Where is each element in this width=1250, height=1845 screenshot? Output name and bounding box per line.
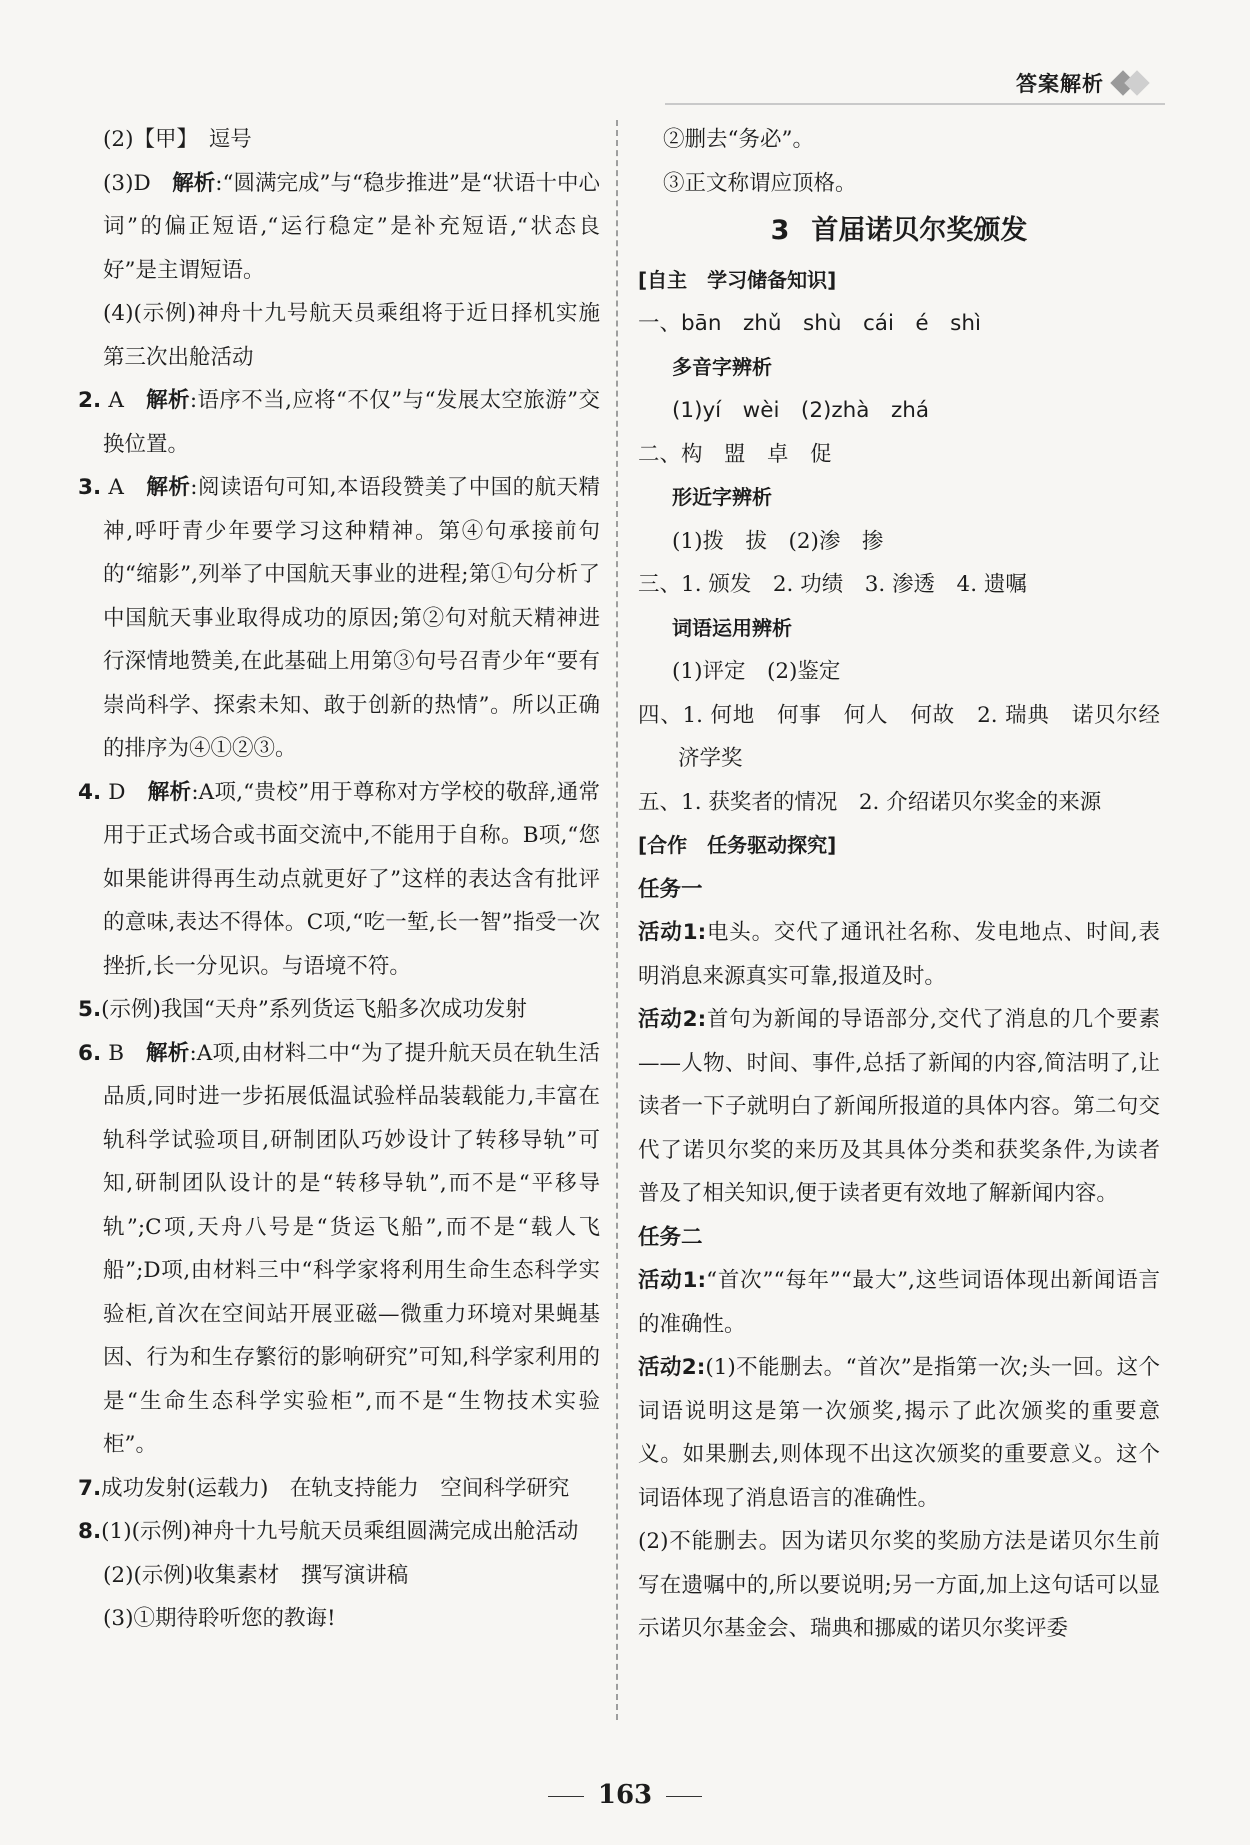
section-2: 二、构 盟 卓 促 (638, 441, 832, 467)
answer-5: 5.(示例)我国“天舟”系列货运飞船多次成功发射 (78, 997, 527, 1022)
answer-4: 4. D 解析:A项,“贵校”用于尊称对方学校的敬辞,通常用于正式场合或书面交流中,不能用于自称。B项,“您如果能讲得再生动点就更好了”这样的表达含有批评的意味,表达不得体。C项,“吃一堑,长一智”指受一次挫折,长一分见识。与语境不符。 (78, 779, 600, 979)
answer-8-1: 8.(1)(示例)神舟十九号航天员乘组圆满完成出舱活动 (78, 1519, 579, 1544)
answer-1-3: (3)D 解析:“圆满完成”与“稳步推进”是“状语十中心词”的偏正短语,“运行稳定”是补充短语,“状态良好”是主谓短语。 (103, 170, 600, 283)
section-self-study: [自主 学习储备知识] (638, 267, 837, 292)
section-3-items: (1)评定 (2)鉴定 (672, 659, 841, 684)
section-3-subhead: 词语运用辨析 (672, 615, 792, 640)
task-2-activity-2-part-2: (2)不能删去。因为诺贝尔奖的奖励方法是诺贝尔生前写在遗嘱中的,所以要说明;另一方面,加上这句话可以显示诺贝尔基金会、瑞典和挪威的诺贝尔奖评委 (638, 1529, 1160, 1641)
section-2-items: (1)拨 拔 (2)渗 掺 (672, 528, 884, 554)
section-4: 四、1. 何地 何事 何人 何故 2. 瑞典 诺贝尔经济学奖 (638, 702, 1160, 771)
section-1-subhead: 多音字辨析 (672, 354, 772, 379)
answer-6: 6. B 解析:A项,由材料二中“为了提升航天员在轨生活品质,同时进一步拓展低温试验样品装载能力,丰富在轨科学试验项目,研制团队巧妙设计了转移导轨”可知,研制团队设计的是“转移导轨”,而不是“平移导轨”;C项,天舟八号是“货运飞船”,而不是“载人飞船”;D项,由材料三中“科学家将利用生命生态科学实验柜,首次在空间站开展亚磁—微重力环境对果蝇基因、行为和生存繁衍的影响研究”可知,科学家利用的是“生命生态科学实验柜”,而不是“生物技术实验柜”。 (78, 1040, 600, 1457)
task-2-head: 任务二 (638, 1224, 703, 1250)
answer-2: 2. A 解析:语序不当,应将“不仅”与“发展太空旅游”交换位置。 (78, 388, 600, 457)
section-5: 五、1. 获奖者的情况 2. 介绍诺贝尔奖金的来源 (638, 789, 1102, 815)
task-2-activity-2: 活动2:(1)不能删去。“首次”是指第一次;头一回。这个词语说明这是第一次颁奖,揭示了此次颁奖的重要意义。如果删去,则体现不出这次颁奖的重要意义。这个词语体现了消息语言的准确性。 (638, 1355, 1161, 1511)
answer-7: 7.成功发射(运载力) 在轨支持能力 空间科学研究 (78, 1475, 570, 1501)
header-rule (665, 103, 1165, 105)
section-3: 三、1. 颁发 2. 功绩 3. 渗透 4. 遗嘱 (638, 572, 1027, 597)
left-column (78, 118, 600, 1641)
header-label: 答案解析 (1016, 72, 1104, 96)
header-diamond-icon (1110, 69, 1154, 97)
section-2-subhead: 形近字辨析 (672, 485, 772, 509)
lesson-title: 3 首届诺贝尔奖颁发 (770, 215, 1028, 246)
section-1-items: (1)yí wèi (2)zhà zhá (672, 398, 930, 423)
task-2-activity-1: 活动1:“首次”“每年”“最大”,这些词语体现出新闻语言的准确性。 (638, 1268, 1160, 1337)
page-header (1016, 68, 1154, 98)
answer-8-3b: ②删去“务必”。 (663, 127, 814, 152)
section-coop: [合作 任务驱动探究] (638, 833, 837, 857)
right-column (638, 118, 1160, 1651)
section-1: 一、bān zhǔ shù cái é shì (638, 311, 981, 336)
page-number: 163 (0, 1780, 1250, 1810)
answer-3: 3. A 解析:阅读语句可知,本语段赞美了中国的航天精神,呼吁青少年要学习这种精神。第④句承接前句的“缩影”,列举了中国航天事业的进程;第①句分析了中国航天事业取得成功的原因;第②句对航天精神进行深情地赞美,在此基础上用第③句号召青少年“要有崇尚科学、探索未知、敢于创新的热情”。所以正确的排序为④①②③。 (78, 475, 600, 761)
task-1-activity-2: 活动2:首句为新闻的导语部分,交代了消息的几个要素——人物、时间、事件,总括了新闻的内容,简洁明了,让读者一下子就明白了新闻所报道的具体内容。第二句交代了诺贝尔奖的来历及其具体分类和获奖条件,为读者普及了相关知识,便于读者更有效地了解新闻内容。 (638, 1007, 1161, 1206)
answer-8-3c: ③正文称谓应顶格。 (663, 170, 857, 196)
answer-8-3a: (3)①期待聆听您的教诲! (103, 1606, 336, 1631)
task-1-activity-1: 活动1:电头。交代了通讯社名称、发电地点、时间,表明消息来源真实可靠,报道及时。 (638, 920, 1161, 989)
answer-8-2: (2)(示例)收集素材 撰写演讲稿 (103, 1562, 409, 1588)
answer-1-2: (2)【甲】 逗号 (103, 127, 252, 152)
task-1-head: 任务一 (638, 876, 703, 902)
answer-1-4: (4)(示例)神舟十九号航天员乘组将于近日择机实施第三次出舱活动 (103, 301, 600, 370)
column-divider (616, 120, 618, 1720)
